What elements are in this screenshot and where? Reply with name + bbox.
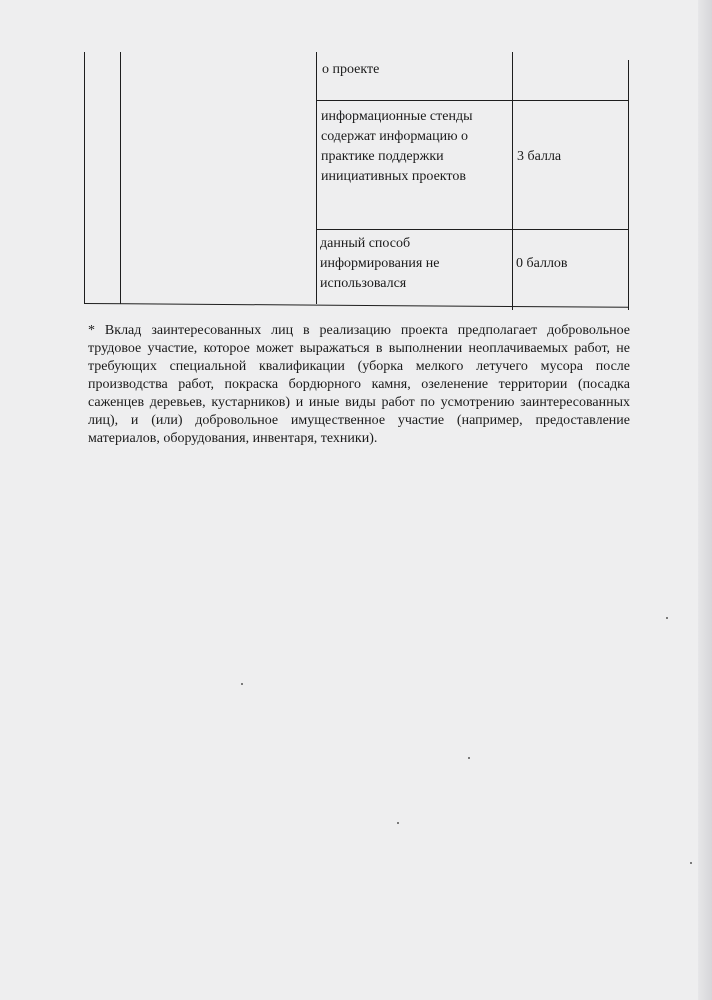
footnote-paragraph: * Вклад заинтересованных лиц в реализацию проекта предполагает добровольное трудовое участие, которое может выражаться в выполнении неоплачиваемых работ, не требующих специальной квалификации (уборка мелкого летучего мусора после производства работ, покраска бордюрного камня, озеленение территории (посадка саженцев деревьев, кустарников) и иные виды работ по усмотрению заинтересованных лиц), и (или) добровольное имущественное участие (например, предоставление материалов, оборудования, инвентаря, техники). xyxy=(88,323,630,446)
table-border-left xyxy=(84,52,85,304)
table-column-divider-2 xyxy=(316,52,317,304)
table-cell-score-row-2: 3 балла xyxy=(517,149,562,164)
scan-page-edge xyxy=(698,0,712,1000)
table-border-bottom xyxy=(84,303,629,308)
row-divider-2 xyxy=(316,229,629,230)
scan-speck xyxy=(468,757,470,759)
criterion-line: информационные стенды xyxy=(321,109,473,124)
table-cell-criterion-row-3 xyxy=(320,234,439,294)
row-divider-1 xyxy=(316,100,629,101)
scan-speck xyxy=(666,617,668,619)
table-column-divider-3 xyxy=(512,52,513,310)
criterion-line: практике поддержки xyxy=(321,149,444,164)
criterion-line: данный способ xyxy=(320,236,411,251)
table-border-right xyxy=(628,60,629,310)
criterion-line: информирования не xyxy=(320,256,440,271)
scan-speck xyxy=(397,822,399,824)
scan-speck xyxy=(241,683,243,685)
table-column-divider-1 xyxy=(120,52,121,304)
table-cell-score-row-3: 0 баллов xyxy=(516,256,568,271)
table-cell-criterion-row-1: о проекте xyxy=(322,62,380,77)
criterion-line: использовался xyxy=(320,276,407,291)
table-cell-criterion-row-2 xyxy=(321,107,472,187)
criterion-line: инициативных проектов xyxy=(321,169,466,184)
criterion-line: содержат информацию о xyxy=(321,129,469,144)
scan-speck xyxy=(690,862,692,864)
